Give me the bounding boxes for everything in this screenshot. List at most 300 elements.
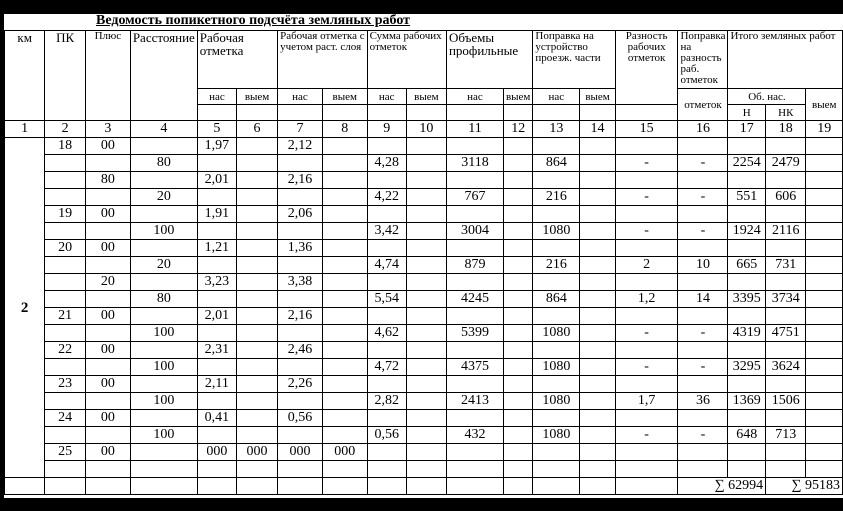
table-cell: -: [678, 223, 728, 240]
table-cell: [615, 342, 678, 359]
table-row: [5, 427, 843, 444]
table-cell: [615, 138, 678, 155]
table-row: [5, 138, 843, 155]
table-cell: 00: [85, 376, 130, 393]
table-cell: [130, 274, 197, 291]
table-cell: [130, 410, 197, 427]
table-cell: [446, 410, 503, 427]
table-cell: [580, 410, 616, 427]
table-cell: [45, 427, 86, 444]
table-cell: [446, 138, 503, 155]
table-cell: [533, 138, 580, 155]
table-cell: [278, 427, 323, 444]
table-cell: [322, 376, 367, 393]
sub-viem: выем: [806, 89, 843, 121]
table-cell: -: [678, 359, 728, 376]
table-cell: 2,46: [278, 342, 323, 359]
table-cell: 432: [446, 427, 503, 444]
table-cell: 00: [85, 308, 130, 325]
table-cell: [406, 189, 446, 206]
sub-nas: нас: [197, 89, 236, 105]
table-cell: 80: [130, 155, 197, 172]
table-cell: [678, 444, 728, 461]
table-cell: [503, 223, 532, 240]
table-cell: [503, 257, 532, 274]
table-cell: [85, 291, 130, 308]
table-cell: 4,72: [367, 359, 406, 376]
table-cell: [367, 410, 406, 427]
table-cell: [85, 359, 130, 376]
header-total: Итого земляных работ: [728, 31, 843, 89]
table-cell: [406, 138, 446, 155]
table-cell: 1,2: [615, 291, 678, 308]
table-cell: 713: [766, 427, 806, 444]
table-cell: [533, 172, 580, 189]
table-cell: [237, 308, 278, 325]
table-cell: 2,26: [278, 376, 323, 393]
table-cell: [237, 189, 278, 206]
table-cell: [678, 206, 728, 223]
table-cell: [503, 359, 532, 376]
table-cell: [678, 410, 728, 427]
table-cell: [45, 291, 86, 308]
sub-viem: выем: [406, 89, 446, 105]
column-number: 13: [533, 121, 580, 138]
table-cell: [580, 274, 616, 291]
table-cell: 100: [130, 359, 197, 376]
table-cell: 19: [45, 206, 86, 223]
column-number: 16: [678, 121, 728, 138]
table-row: [5, 274, 843, 291]
table-cell: 3734: [766, 291, 806, 308]
table-cell: [237, 138, 278, 155]
table-cell: [322, 206, 367, 223]
table-row: [5, 189, 843, 206]
column-number: 8: [322, 121, 367, 138]
table-cell: [322, 291, 367, 308]
table-cell: [580, 359, 616, 376]
table-cell: [197, 359, 236, 376]
table-cell: [367, 274, 406, 291]
table-cell: [237, 342, 278, 359]
table-cell: [580, 376, 616, 393]
table-cell: [728, 461, 766, 478]
sub-nas: нас: [278, 89, 323, 105]
table-cell: 3,23: [197, 274, 236, 291]
table-cell: [130, 240, 197, 257]
table-cell: [367, 461, 406, 478]
header-km: км: [5, 31, 45, 121]
table-cell: [197, 427, 236, 444]
table-cell: [678, 172, 728, 189]
table-cell: [367, 138, 406, 155]
table-cell: 1506: [766, 393, 806, 410]
table-cell: -: [615, 359, 678, 376]
table-row: [5, 461, 843, 478]
earthworks-sheet: [4, 14, 843, 498]
table-cell: 20: [130, 189, 197, 206]
table-cell: [85, 189, 130, 206]
table-cell: [322, 359, 367, 376]
table-cell: [533, 308, 580, 325]
table-cell: [806, 291, 843, 308]
table-row: [5, 155, 843, 172]
table-cell: [446, 206, 503, 223]
table-cell: [806, 359, 843, 376]
table-cell: 1,36: [278, 240, 323, 257]
table-cell: 00: [85, 444, 130, 461]
table-cell: [580, 257, 616, 274]
table-cell: [503, 240, 532, 257]
table-cell: [197, 325, 236, 342]
sub-viem: выем: [237, 89, 278, 105]
table-cell: [580, 223, 616, 240]
table-cell: [322, 223, 367, 240]
column-number: 12: [503, 121, 532, 138]
table-cell: [728, 240, 766, 257]
table-cell: [806, 155, 843, 172]
table-cell: [678, 138, 728, 155]
table-cell: [85, 325, 130, 342]
table-cell: [322, 172, 367, 189]
total-n: ∑ 62994: [678, 478, 766, 495]
table-cell: [237, 461, 278, 478]
table-cell: 3395: [728, 291, 766, 308]
table-cell: 1080: [533, 359, 580, 376]
table-cell: [533, 206, 580, 223]
table-cell: [806, 206, 843, 223]
table-cell: [197, 291, 236, 308]
table-cell: 20: [130, 257, 197, 274]
table-cell: 1080: [533, 223, 580, 240]
table-row: [5, 172, 843, 189]
table-cell: [237, 427, 278, 444]
table-cell: [278, 257, 323, 274]
table-cell: [406, 342, 446, 359]
table-cell: [766, 240, 806, 257]
table-cell: [237, 240, 278, 257]
table-cell: [322, 342, 367, 359]
table-cell: [533, 376, 580, 393]
table-cell: 648: [728, 427, 766, 444]
table-cell: [806, 376, 843, 393]
column-number: 7: [278, 121, 323, 138]
table-cell: [678, 308, 728, 325]
header-correction-diff: Поправка на разность раб. отметок: [678, 31, 728, 89]
table-cell: [503, 189, 532, 206]
table-cell: [806, 274, 843, 291]
table-cell: [580, 138, 616, 155]
table-cell: [322, 189, 367, 206]
sub-ob-nas: Об. нас.: [728, 89, 806, 105]
table-cell: [580, 172, 616, 189]
table-cell: 1,91: [197, 206, 236, 223]
table-cell: 551: [728, 189, 766, 206]
table-cell: [728, 444, 766, 461]
table-cell: 1369: [728, 393, 766, 410]
table-cell: 22: [45, 342, 86, 359]
table-cell: [130, 138, 197, 155]
table-cell: [322, 308, 367, 325]
km-cell: 2: [5, 138, 45, 478]
table-cell: [322, 274, 367, 291]
table-cell: [130, 342, 197, 359]
header-pk: ПК: [45, 31, 86, 121]
table-cell: 100: [130, 393, 197, 410]
table-row: [5, 444, 843, 461]
table-cell: [728, 376, 766, 393]
table-cell: [766, 444, 806, 461]
table-cell: [678, 240, 728, 257]
table-cell: [580, 444, 616, 461]
table-cell: [806, 240, 843, 257]
table-cell: [503, 155, 532, 172]
table-cell: [503, 325, 532, 342]
table-row: [5, 410, 843, 427]
table-cell: [237, 359, 278, 376]
header-correction-roadway: Поправка на устройство проезж. части: [533, 31, 615, 89]
table-cell: [45, 155, 86, 172]
table-cell: [85, 155, 130, 172]
sub-viem: выем: [580, 89, 616, 105]
table-cell: [806, 427, 843, 444]
table-cell: [237, 291, 278, 308]
table-cell: [615, 206, 678, 223]
table-cell: [728, 308, 766, 325]
column-number: 10: [406, 121, 446, 138]
table-cell: [580, 291, 616, 308]
table-cell: 100: [130, 223, 197, 240]
table-cell: 80: [85, 172, 130, 189]
column-number: 18: [766, 121, 806, 138]
table-cell: [322, 155, 367, 172]
table-cell: [45, 393, 86, 410]
table-cell: 2,01: [197, 308, 236, 325]
table-cell: [446, 342, 503, 359]
column-number: 4: [130, 121, 197, 138]
table-cell: 24: [45, 410, 86, 427]
table-cell: [45, 257, 86, 274]
table-cell: 000: [322, 444, 367, 461]
table-cell: 1,97: [197, 138, 236, 155]
table-cell: 20: [45, 240, 86, 257]
table-cell: [406, 410, 446, 427]
table-cell: [237, 274, 278, 291]
table-cell: 10: [678, 257, 728, 274]
table-cell: [322, 427, 367, 444]
total-nk: ∑ 95183: [766, 478, 843, 495]
table-cell: [728, 410, 766, 427]
table-cell: 4,62: [367, 325, 406, 342]
table-cell: [806, 461, 843, 478]
table-cell: -: [678, 155, 728, 172]
sub-nas: нас: [367, 89, 406, 105]
table-cell: [503, 393, 532, 410]
table-cell: 18: [45, 138, 86, 155]
table-cell: -: [678, 189, 728, 206]
table-cell: [503, 138, 532, 155]
table-cell: [728, 206, 766, 223]
table-cell: 2254: [728, 155, 766, 172]
table-cell: [406, 325, 446, 342]
table-cell: [197, 393, 236, 410]
sheet-title: Ведомость попикетного подсчёта земляных работ: [96, 13, 411, 28]
table-cell: [278, 461, 323, 478]
header-sum-marks: Сумма рабочих отметок: [367, 31, 446, 89]
table-cell: 100: [130, 325, 197, 342]
table-cell: [367, 444, 406, 461]
column-number: 14: [580, 121, 616, 138]
column-number: 6: [237, 121, 278, 138]
table-cell: 2479: [766, 155, 806, 172]
table-cell: [766, 138, 806, 155]
table-cell: 731: [766, 257, 806, 274]
table-cell: 216: [533, 189, 580, 206]
sub-viem: выем: [503, 89, 532, 105]
sub-nk: НК: [766, 105, 806, 121]
table-cell: 00: [85, 342, 130, 359]
table-row: [5, 223, 843, 240]
table-cell: [406, 206, 446, 223]
table-cell: [533, 444, 580, 461]
table-cell: [406, 393, 446, 410]
table-cell: [406, 308, 446, 325]
column-number-row: [5, 121, 843, 138]
table-cell: [322, 240, 367, 257]
sub-otmetok: отметок: [678, 89, 728, 121]
table-cell: 216: [533, 257, 580, 274]
table-cell: [533, 461, 580, 478]
header-distance: Расстояние: [130, 31, 197, 121]
table-cell: 0,56: [367, 427, 406, 444]
table-cell: [130, 461, 197, 478]
table-row: [5, 206, 843, 223]
table-cell: [278, 189, 323, 206]
table-cell: [406, 257, 446, 274]
table-cell: [237, 257, 278, 274]
table-cell: [766, 410, 806, 427]
column-number: 2: [45, 121, 86, 138]
table-cell: [45, 223, 86, 240]
table-cell: [130, 376, 197, 393]
column-number: 11: [446, 121, 503, 138]
table-cell: [237, 410, 278, 427]
table-cell: [503, 206, 532, 223]
header-profile-volumes: Объемы профильные: [446, 31, 532, 89]
table-row: [5, 291, 843, 308]
table-cell: [728, 172, 766, 189]
table-cell: 4245: [446, 291, 503, 308]
table-cell: [806, 257, 843, 274]
table-cell: 4319: [728, 325, 766, 342]
table-cell: [503, 308, 532, 325]
table-cell: [806, 325, 843, 342]
table-cell: 00: [85, 240, 130, 257]
table-cell: 00: [85, 138, 130, 155]
table-cell: 4,28: [367, 155, 406, 172]
table-cell: [766, 274, 806, 291]
column-number: 19: [806, 121, 843, 138]
table-cell: 3,38: [278, 274, 323, 291]
header-work-mark-layer: Рабочая отметка с учетом раст. слоя: [278, 31, 368, 89]
table-cell: [615, 410, 678, 427]
table-cell: [45, 359, 86, 376]
table-cell: 1080: [533, 427, 580, 444]
table-cell: 4751: [766, 325, 806, 342]
table-cell: [766, 206, 806, 223]
table-cell: [237, 223, 278, 240]
table-cell: 3624: [766, 359, 806, 376]
table-cell: [728, 138, 766, 155]
table-cell: [533, 410, 580, 427]
table-cell: 000: [237, 444, 278, 461]
table-cell: [503, 274, 532, 291]
earthworks-table: [4, 30, 843, 495]
table-cell: 2116: [766, 223, 806, 240]
table-cell: [45, 461, 86, 478]
table-cell: [197, 257, 236, 274]
table-cell: 20: [85, 274, 130, 291]
table-cell: [85, 427, 130, 444]
table-cell: 3004: [446, 223, 503, 240]
table-cell: [503, 461, 532, 478]
table-cell: 0,41: [197, 410, 236, 427]
column-number: 5: [197, 121, 236, 138]
table-cell: [503, 444, 532, 461]
table-cell: 606: [766, 189, 806, 206]
table-cell: [197, 189, 236, 206]
table-cell: 14: [678, 291, 728, 308]
table-cell: 2: [615, 257, 678, 274]
column-number: 9: [367, 121, 406, 138]
table-cell: 767: [446, 189, 503, 206]
table-cell: [678, 342, 728, 359]
table-cell: [806, 172, 843, 189]
table-cell: -: [615, 189, 678, 206]
table-cell: [197, 461, 236, 478]
table-cell: [237, 376, 278, 393]
table-cell: [806, 410, 843, 427]
table-cell: [367, 376, 406, 393]
table-cell: [278, 155, 323, 172]
table-cell: [406, 461, 446, 478]
table-cell: 3118: [446, 155, 503, 172]
table-cell: [406, 155, 446, 172]
table-cell: [766, 376, 806, 393]
table-cell: [503, 410, 532, 427]
table-cell: [85, 461, 130, 478]
table-cell: [503, 342, 532, 359]
table-cell: [197, 155, 236, 172]
table-cell: [322, 461, 367, 478]
table-cell: [678, 376, 728, 393]
table-cell: 1,7: [615, 393, 678, 410]
table-cell: [503, 427, 532, 444]
table-cell: [580, 206, 616, 223]
column-number: 3: [85, 121, 130, 138]
table-cell: [615, 172, 678, 189]
table-cell: [446, 308, 503, 325]
table-cell: 864: [533, 291, 580, 308]
table-cell: [446, 172, 503, 189]
table-cell: [130, 444, 197, 461]
table-cell: [278, 359, 323, 376]
table-row: [5, 342, 843, 359]
table-cell: [322, 257, 367, 274]
table-cell: 0,56: [278, 410, 323, 427]
table-cell: [678, 274, 728, 291]
table-cell: [322, 410, 367, 427]
